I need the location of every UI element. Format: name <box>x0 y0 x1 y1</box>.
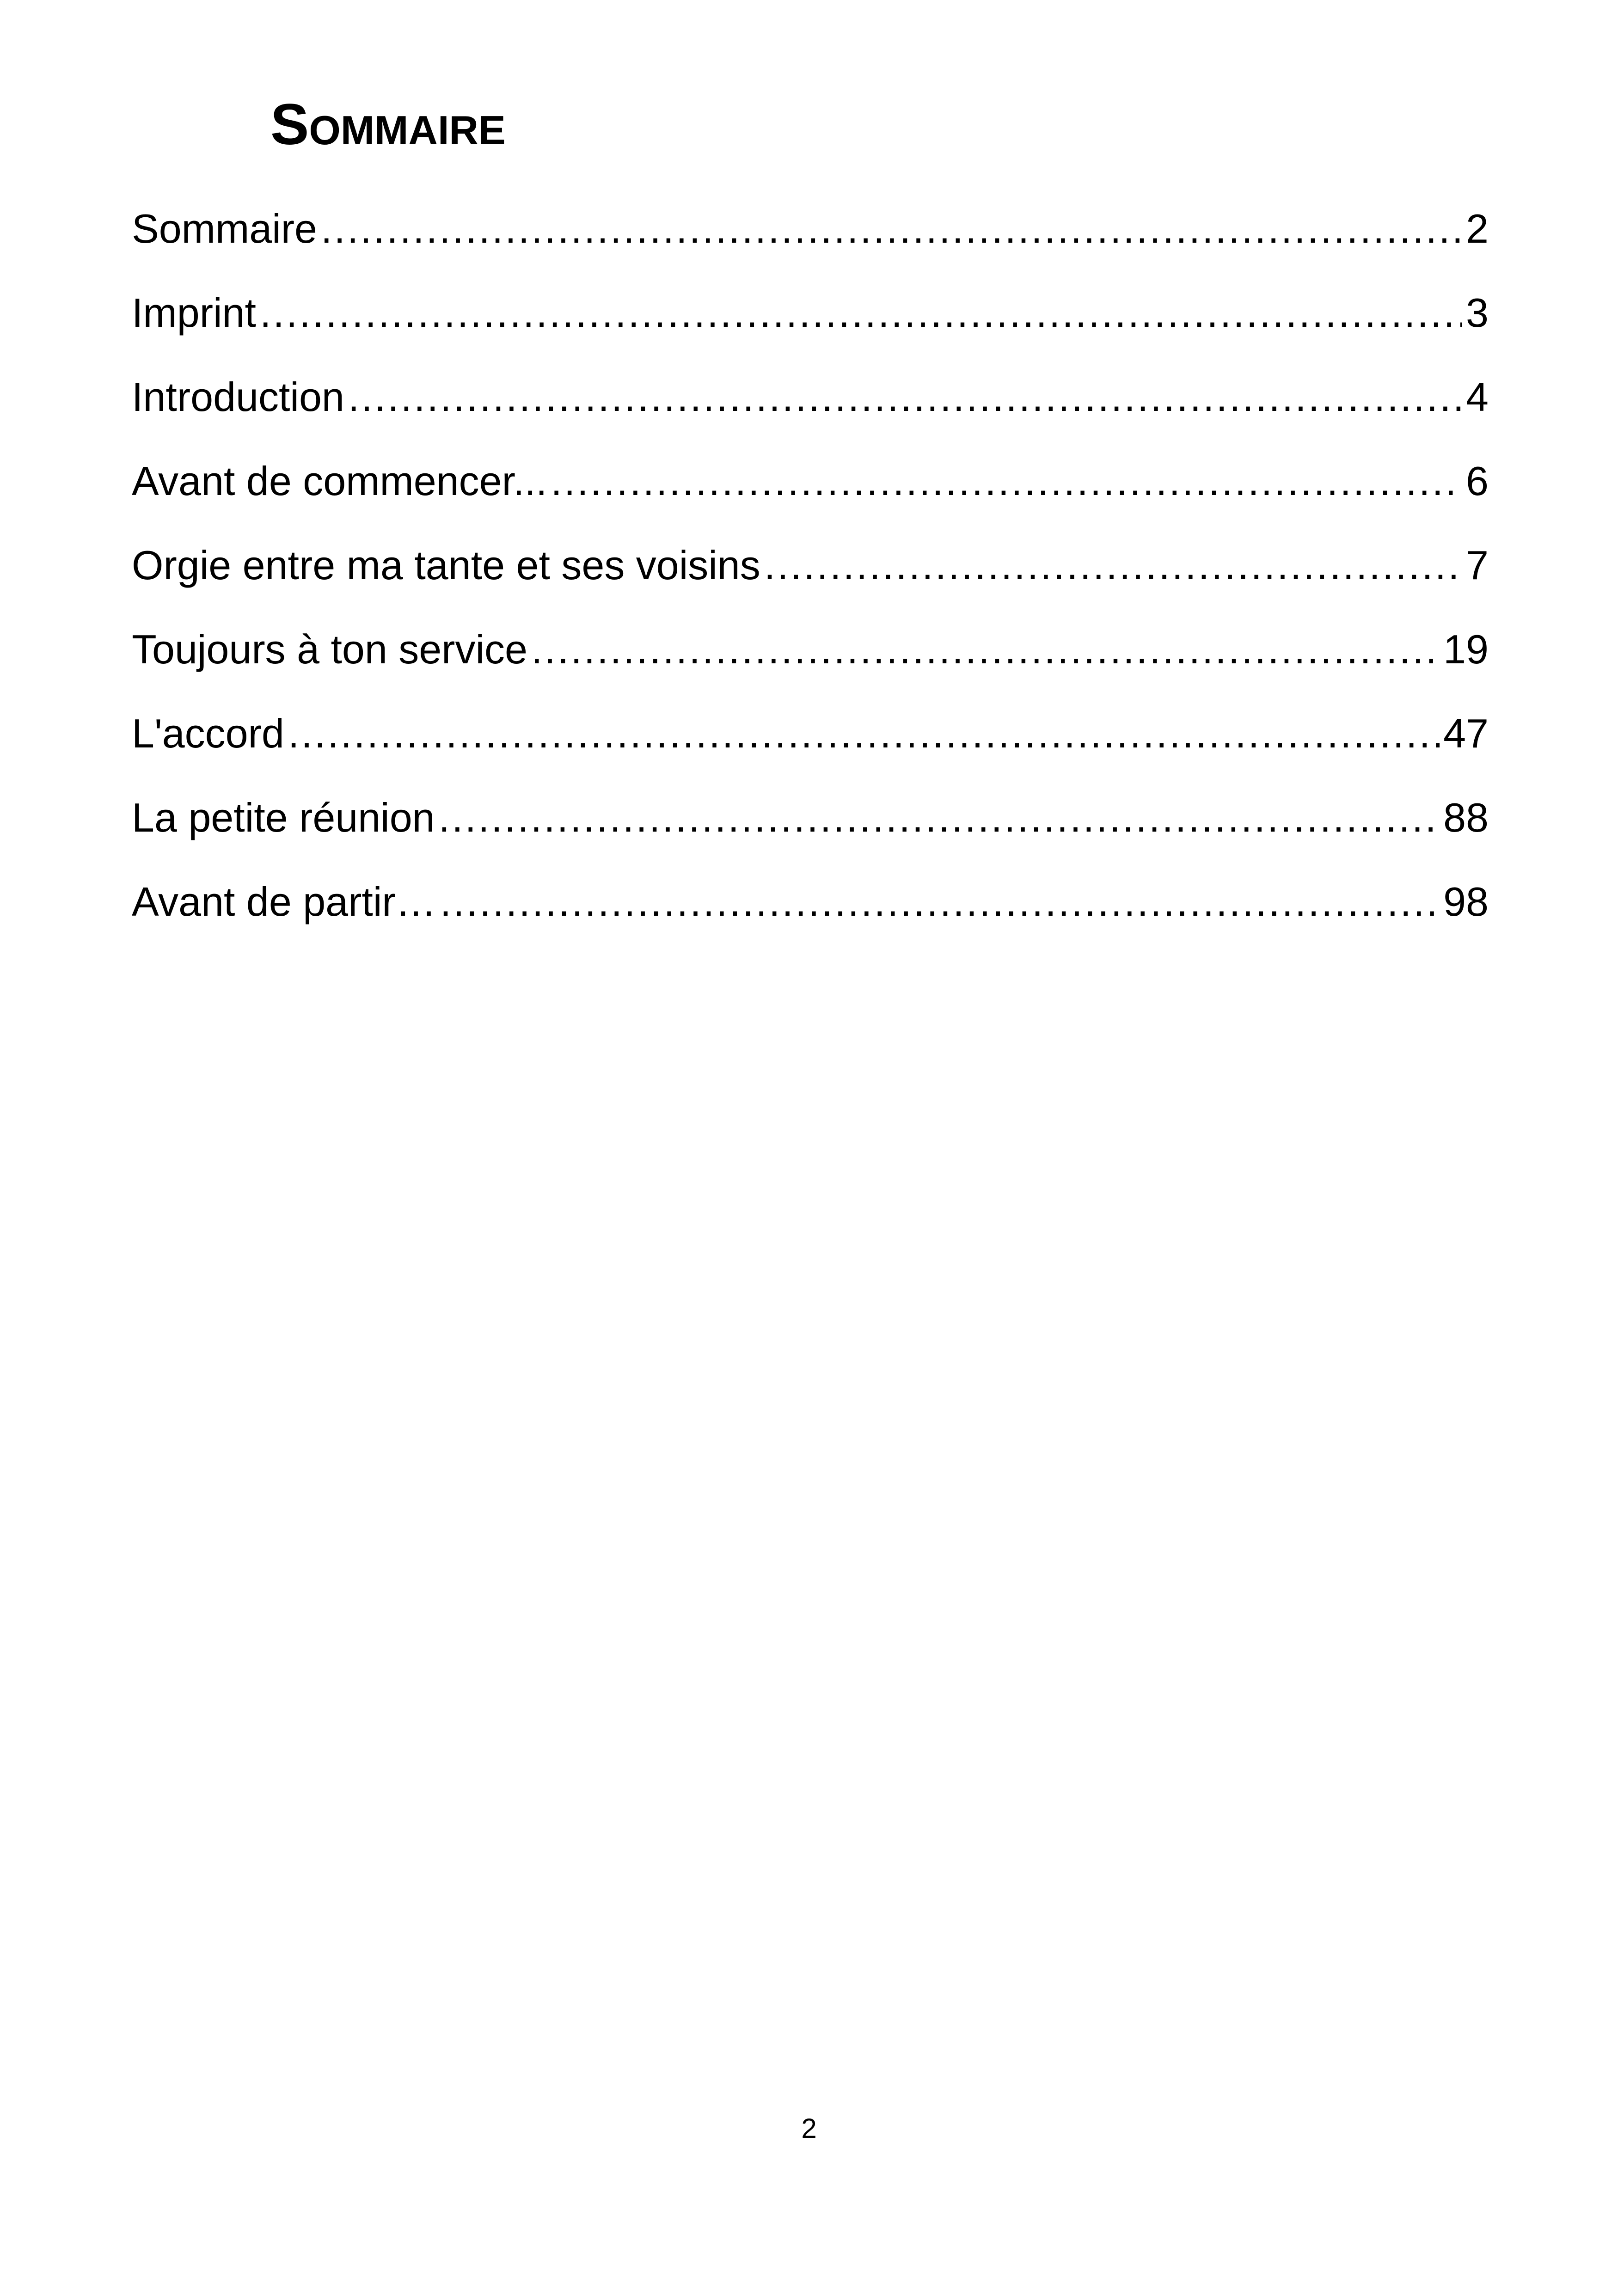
toc-entry-label: Avant de commencer... <box>132 458 547 504</box>
toc-entry-label: Imprint <box>132 290 256 336</box>
toc-entry-page: 7 <box>1466 542 1489 588</box>
table-of-contents <box>132 196 1489 954</box>
toc-entry-label: La petite réunion <box>132 795 435 840</box>
toc-entry-label: Sommaire <box>132 206 317 251</box>
page-number: 2 <box>801 2113 817 2144</box>
toc-dot-leader <box>348 365 1462 429</box>
toc-entry-label: L'accord <box>132 710 284 756</box>
toc-entry[interactable] <box>132 281 1489 365</box>
toc-entry-page: 47 <box>1443 710 1489 756</box>
toc-dot-leader <box>531 617 1440 682</box>
toc-entry-page: 6 <box>1466 458 1489 504</box>
toc-entry-label: Orgie entre ma tante et ses voisins <box>132 542 760 588</box>
toc-entry-page: 98 <box>1443 879 1489 925</box>
toc-entry[interactable] <box>132 365 1489 449</box>
toc-dot-leader <box>288 701 1440 766</box>
toc-dot-leader <box>439 785 1440 850</box>
toc-entry-page: 2 <box>1466 206 1489 251</box>
toc-entry-page: 4 <box>1466 374 1489 420</box>
toc-dot-leader <box>440 869 1440 934</box>
page-title-text: Sommaire <box>270 92 506 157</box>
toc-entry[interactable] <box>132 617 1489 701</box>
toc-entry-page: 3 <box>1466 290 1489 336</box>
toc-entry-label: Toujours à ton service <box>132 626 527 672</box>
toc-dot-leader <box>764 533 1462 598</box>
toc-entry[interactable] <box>132 869 1489 954</box>
toc-entry-page: 88 <box>1443 795 1489 840</box>
toc-entry-label: Avant de partir… <box>132 879 436 925</box>
toc-entry[interactable] <box>132 196 1489 281</box>
toc-entry[interactable] <box>132 785 1489 869</box>
toc-dot-leader <box>551 449 1462 514</box>
toc-entry-label: Introduction <box>132 374 344 420</box>
toc-entry[interactable] <box>132 533 1489 617</box>
page-title <box>270 88 506 162</box>
toc-entry[interactable] <box>132 701 1489 785</box>
toc-dot-leader <box>260 281 1462 345</box>
toc-dot-leader <box>321 196 1462 261</box>
toc-entry[interactable] <box>132 449 1489 533</box>
toc-entry-page: 19 <box>1443 626 1489 672</box>
